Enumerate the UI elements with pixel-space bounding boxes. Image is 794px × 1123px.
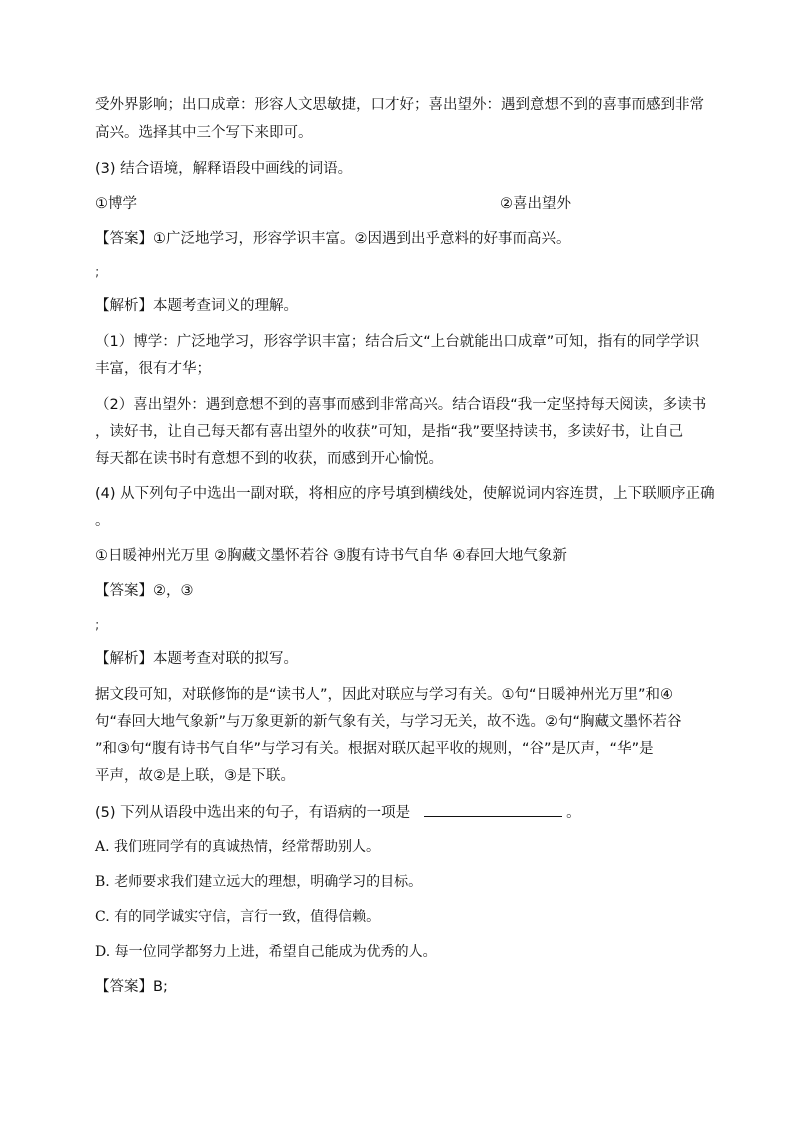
option-c: C. 有的同学诚实守信，言行一致，值得信赖。 bbox=[95, 909, 381, 925]
analysis-line: 平声，故②是上联，③是下联。 bbox=[95, 768, 295, 784]
answer-line: 【答案】①广泛地学习，形容学识丰富。②因遇到出乎意料的好事而高兴。 bbox=[95, 231, 571, 247]
question-5-text: (5) 下列从语段中选出来的句子，有语病的一项是 bbox=[95, 805, 411, 821]
text-line: 受外界影响；出口成章：形容人文思敏捷，口才好；喜出望外：遇到意想不到的喜事而感到非常 bbox=[95, 97, 704, 113]
text-line: 。 bbox=[95, 513, 110, 529]
separator-mark: ; bbox=[95, 265, 100, 280]
analysis-heading: 【解析】本题考查词义的理解。 bbox=[95, 298, 298, 314]
answer-blank bbox=[424, 802, 562, 817]
analysis-line: ”和③句“腹有诗书气自华”与学习有关。根据对联仄起平收的规则，“谷”是仄声，“华”是 bbox=[95, 741, 654, 757]
analysis-line: 丰富，很有才华； bbox=[95, 361, 211, 377]
question-3-heading: (3) 结合语境，解释语段中画线的词语。 bbox=[95, 161, 353, 177]
question-4-heading: (4) 从下列句子中选出一副对联，将相应的序号填到横线处，使解说词内容连贯，上下联顺序正确 bbox=[95, 486, 715, 502]
term-1: ①博学 bbox=[95, 196, 137, 212]
analysis-line: （2）喜出望外：遇到意想不到的喜事而感到非常高兴。结合语段“我一定坚持每天阅读，多读书 bbox=[95, 397, 707, 413]
analysis-line: 每天都在读书时有意想不到的收获，而感到开心愉悦。 bbox=[95, 451, 443, 467]
answer-line: 【答案】②，③ bbox=[95, 583, 194, 599]
analysis-heading: 【解析】本题考查对联的拟写。 bbox=[95, 651, 298, 667]
separator-mark: ; bbox=[95, 618, 100, 633]
option-b: B. 老师要求我们建立远大的理想，明确学习的目标。 bbox=[95, 874, 423, 890]
answer-line: 【答案】B; bbox=[95, 979, 168, 995]
analysis-line: 句“春回大地气象新”与万象更新的新气象有关，与学习无关，故不选。②句“胸藏文墨怀若谷 bbox=[95, 714, 682, 730]
option-d: D. 每一位同学都努力上进，希望自己能成为优秀的人。 bbox=[95, 944, 437, 960]
term-2: ②喜出望外 bbox=[500, 196, 571, 212]
couplet-options: ①日暖神州光万里 ②胸藏文墨怀若谷 ③腹有诗书气自华 ④春回大地气象新 bbox=[95, 548, 567, 564]
question-5-heading bbox=[95, 802, 581, 823]
analysis-line: 据文段可知，对联修饰的是“读书人”，因此对联应与学习有关。①句“日暖神州光万里”和④ bbox=[95, 687, 674, 703]
text-line: 高兴。选择其中三个写下来即可。 bbox=[95, 125, 313, 141]
analysis-line: ，读好书，让自己每天都有喜出望外的收获”可知，是指“我”要坚持读书，多读好书，让自己 bbox=[95, 424, 684, 440]
question-5-end: 。 bbox=[566, 805, 581, 821]
option-a: A. 我们班同学有的真诚热情，经常帮助别人。 bbox=[95, 839, 381, 855]
analysis-line: （1）博学：广泛地学习，形容学识丰富；结合后文“上台就能出口成章”可知，指有的同学学识 bbox=[95, 334, 700, 350]
